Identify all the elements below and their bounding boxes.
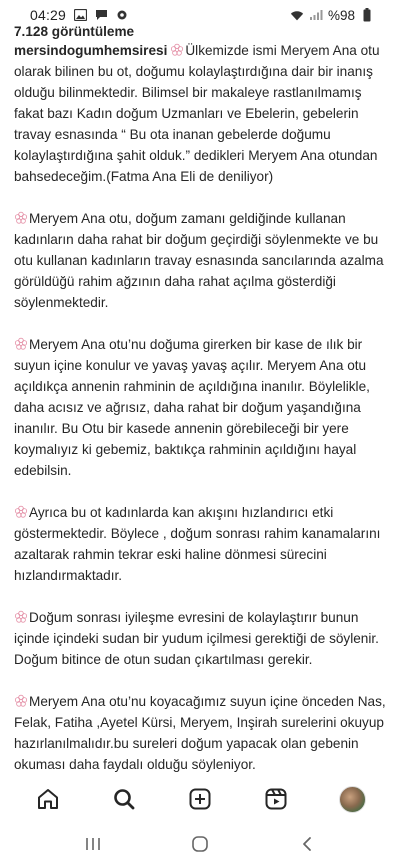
wifi-icon (290, 8, 304, 22)
status-time: 04:29 (30, 7, 67, 23)
create-post-icon (188, 787, 212, 811)
recent-apps-icon (84, 836, 102, 852)
username-link[interactable]: mersindogumhemsiresi (14, 43, 168, 58)
caption-paragraph-text: Ayrıca bu ot kadınlarda kan akışını hızlandırıcı etki göstermektedir. Böylece , doğum sonrası rahim kanamalarını azaltarak rahmin tekrar eski haline dönmesi sürecini hızlandırmaktadır. (14, 505, 381, 583)
flower-emoji-icon (14, 337, 28, 351)
views-count: 7.128 görüntüleme (14, 24, 135, 39)
caption-paragraph-text: Ülkemizde ismi Meryem Ana otu olarak bilinen bu ot, doğumu kolaylaştırdığına dair bir inanış olduğu bilinmektedir. Bilimsel bir makaleye rastlanılmamış fakat bazı Kadın doğum Uzmanları ve Ebelerin, gebelerin travay esnasında “ Bu ota inanan gebelerde doğumu kolaylaştırdığına şahit olduk.” dedikleri Meryem Ana otundan bahsedeceğim.(Fatma Ana Eli de deniliyor) (14, 43, 380, 184)
gallery-notification-icon (73, 8, 87, 22)
nav-search-button[interactable] (104, 779, 144, 819)
nav-reels-button[interactable] (256, 779, 296, 819)
bottom-navigation (0, 776, 400, 822)
caption-paragraph-text: Meryem Ana otu’nu koyacağımız suyun içine önceden Nas, Felak, Fatiha ,Ayetel Kürsi, Meryem, Inşirah surelerini okuyup hazırlanılmalıdır.bu sureleri doğum yapacak olan gebenin okuması daha faydalı olduğu söyleniyor. (14, 694, 386, 772)
message-notification-icon (94, 8, 108, 22)
caption-paragraph-3 (14, 334, 392, 481)
flower-emoji-icon (14, 694, 28, 708)
system-navigation-bar (0, 822, 400, 866)
battery-level: %98 (327, 7, 355, 23)
caption-paragraph-text: Meryem Ana otu’nu doğuma girerken bir kase de ılık bir suyun içine konulur ve yavaş yavaş açılır. Meryem Ana otu açıldıkça annenin rahminin de açıldığına inanılır. Böylelikle, daha acısız ve ağrısız, daha rahat bir doğum yaşandığına inanılır. Bu Otu bir kasede annenin görebileceği bir yere koymalıyız ki gebemiz, baktıkça rahminin açıldığını hayal edebilsin. (14, 337, 370, 478)
flower-emoji-icon (14, 505, 28, 519)
search-icon (112, 787, 136, 811)
back-chevron-icon (301, 836, 313, 852)
signal-icon (309, 8, 323, 22)
caption-paragraph-text: Doğum sonrası iyileşme evresini de kolaylaştırır bunun içinde içindeki sudan bir yudum içilmesi gerektiği de söylenir. Doğum bitince de otun sudan çıkartılması gerekir. (14, 610, 379, 667)
nav-home-button[interactable] (28, 779, 68, 819)
reels-icon (264, 787, 288, 811)
caption-paragraph-1 (14, 40, 392, 187)
battery-icon (360, 8, 374, 22)
profile-avatar (339, 786, 366, 813)
caption-paragraph-text: Meryem Ana otu, doğum zamanı geldiğinde kullanan kadınların daha rahat bir doğum geçirdiği söylenmekte ve bu otu kullanan kadınların travay esnasında sancılarında azalma görüldüğü rahim ağzının daha rahat açılma gösterdiği söylenmektedir. (14, 211, 384, 310)
post-caption-area (14, 24, 392, 775)
flower-emoji-icon (14, 610, 28, 624)
settings-notification-icon (115, 8, 129, 22)
system-back-button[interactable] (287, 829, 327, 859)
recent-apps-button[interactable] (73, 829, 113, 859)
caption-paragraph-6 (14, 691, 392, 775)
nav-profile-button[interactable] (332, 779, 372, 819)
caption-paragraph-5 (14, 607, 392, 670)
flower-emoji-icon (170, 43, 184, 57)
home-icon (36, 787, 60, 811)
nav-create-button[interactable] (180, 779, 220, 819)
caption-text (14, 40, 392, 775)
system-home-button[interactable] (180, 829, 220, 859)
caption-paragraph-2 (14, 208, 392, 313)
home-circle-icon (191, 835, 209, 853)
caption-paragraph-4 (14, 502, 392, 586)
flower-emoji-icon (14, 211, 28, 225)
